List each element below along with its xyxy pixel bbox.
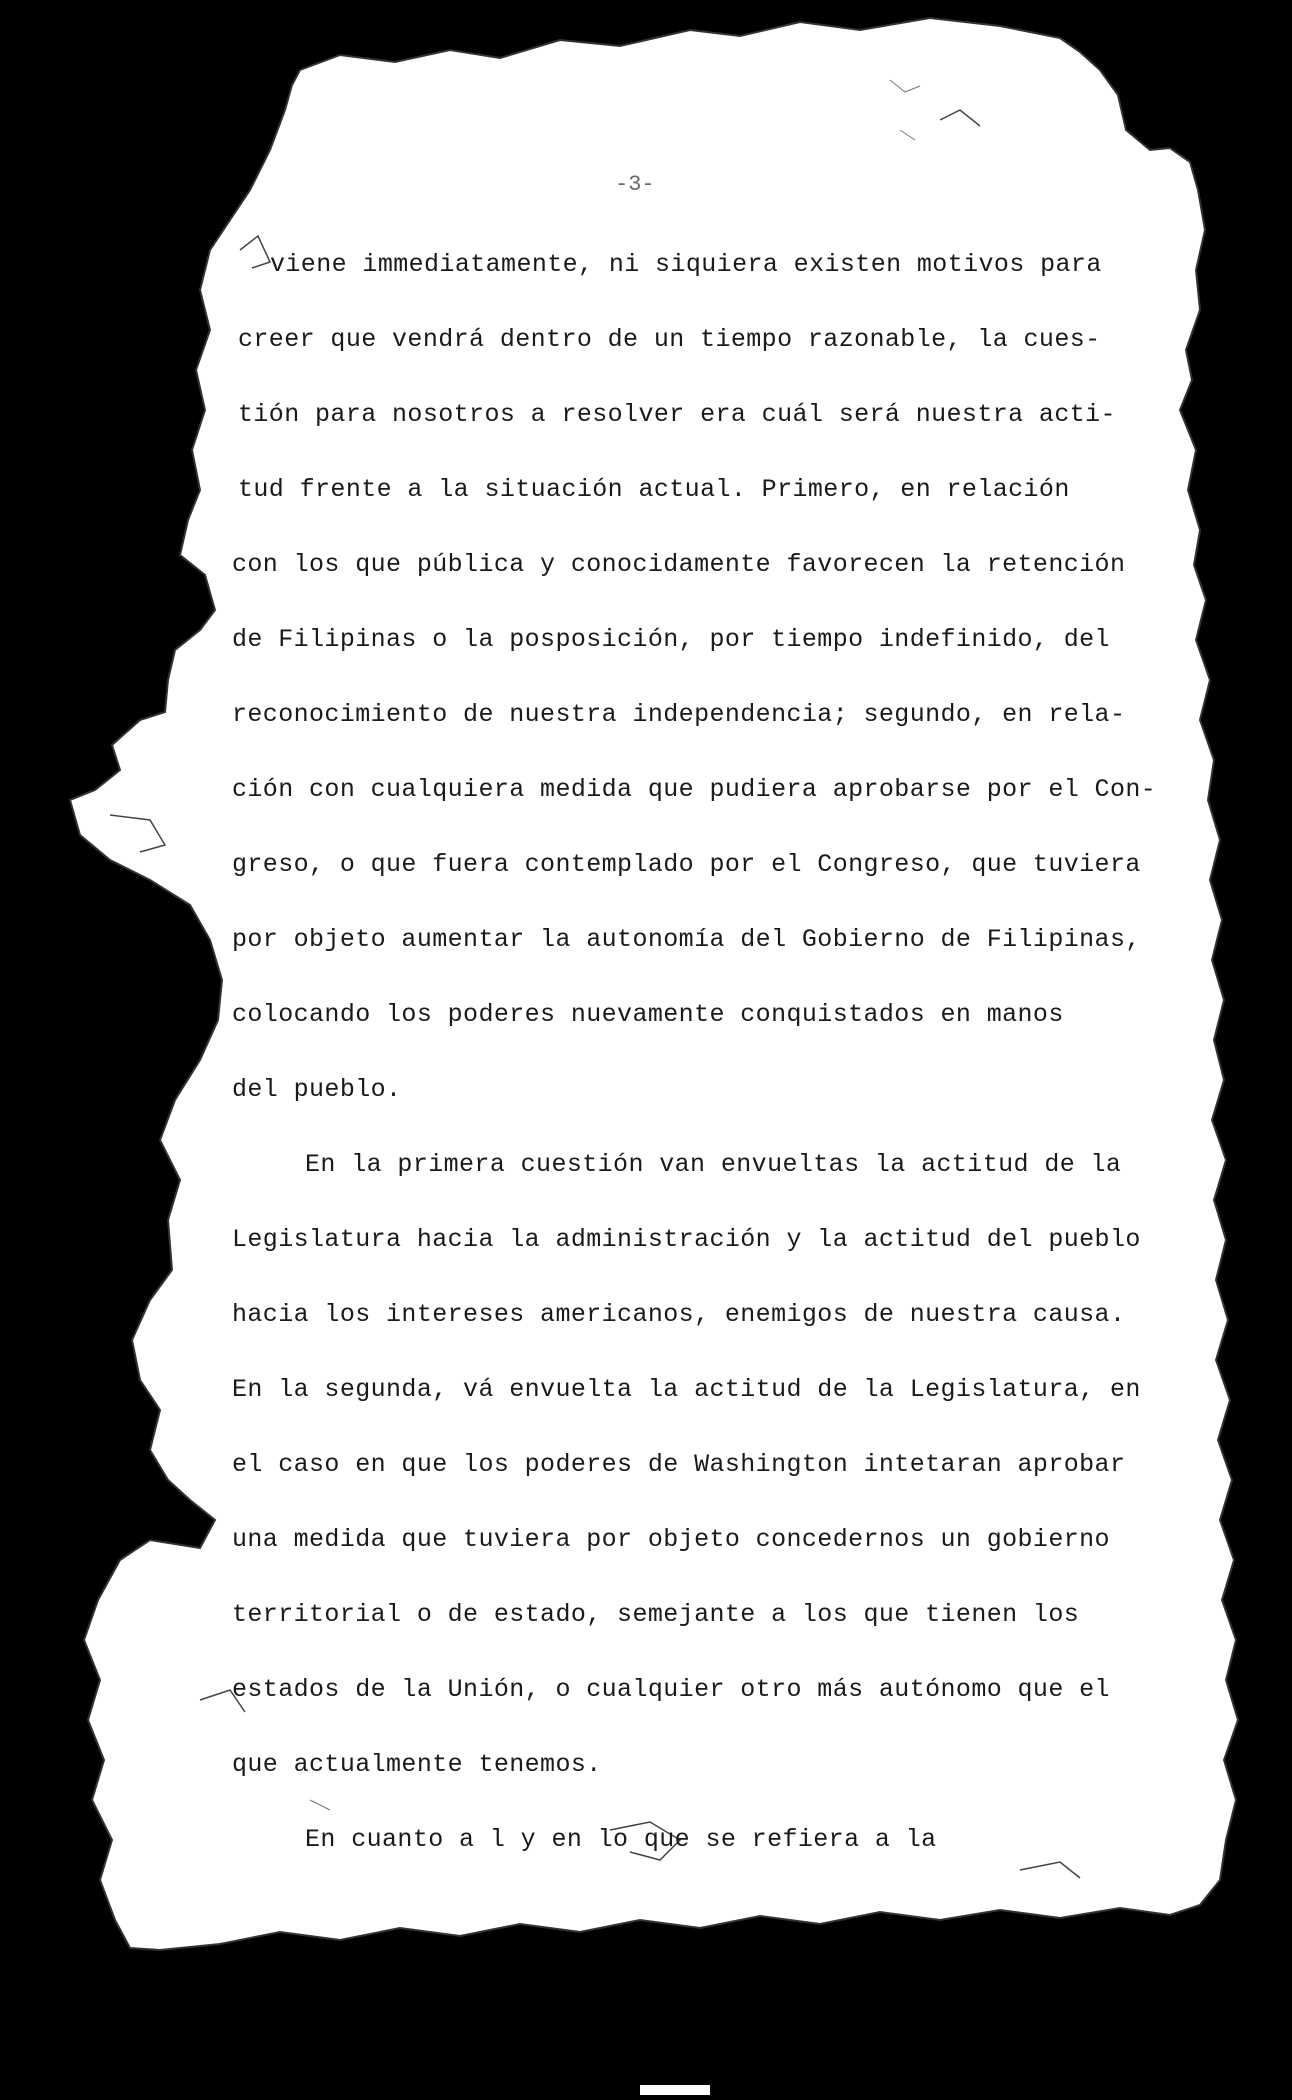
page-number: -3- [615,172,655,197]
text-line: que actualmente tenemos. [232,1750,602,1779]
text-line: hacia los intereses americanos, enemigos de nuestra causa. [232,1300,1126,1329]
text-line: con los que pública y conocidamente favorecen la retención [232,550,1126,579]
text-line: greso, o que fuera contemplado por el Congreso, que tuviera [232,850,1141,879]
text-line: colocando los poderes nuevamente conquistados en manos [232,1000,1064,1029]
text-line: de Filipinas o la posposición, por tiempo indefinido, del [232,625,1110,654]
text-line: Legislatura hacia la administración y la actitud del pueblo [232,1225,1141,1254]
text-line: reconocimiento de nuestra independencia; segundo, en rela- [232,700,1126,729]
text-line: En la segunda, vá envuelta la actitud de la Legislatura, en [232,1375,1141,1404]
paragraph-start-line: En cuanto a l y en lo que se refiera a la [305,1825,937,1854]
text-line: creer que vendrá dentro de un tiempo razonable, la cues- [238,325,1101,354]
text-line: ción con cualquiera medida que pudiera aprobarse por el Con- [232,775,1157,804]
text-line: tión para nosotros a resolver era cuál será nuestra acti- [238,400,1116,429]
text-line: viene immediatamente, ni siquiera existen motivos para [270,250,1102,279]
scan-edge-mark [640,2085,710,2095]
paragraph-start-line: En la primera cuestión van envueltas la actitud de la [305,1150,1122,1179]
text-line: el caso en que los poderes de Washington intetaran aprobar [232,1450,1126,1479]
text-line: del pueblo. [232,1075,402,1104]
text-line: por objeto aumentar la autonomía del Gobierno de Filipinas, [232,925,1141,954]
text-line: territorial o de estado, semejante a los que tienen los [232,1600,1080,1629]
text-line: una medida que tuviera por objeto concedernos un gobierno [232,1525,1110,1554]
text-line: estados de la Unión, o cualquier otro más autónomo que el [232,1675,1110,1704]
text-line: tud frente a la situación actual. Primero, en relación [238,475,1070,504]
